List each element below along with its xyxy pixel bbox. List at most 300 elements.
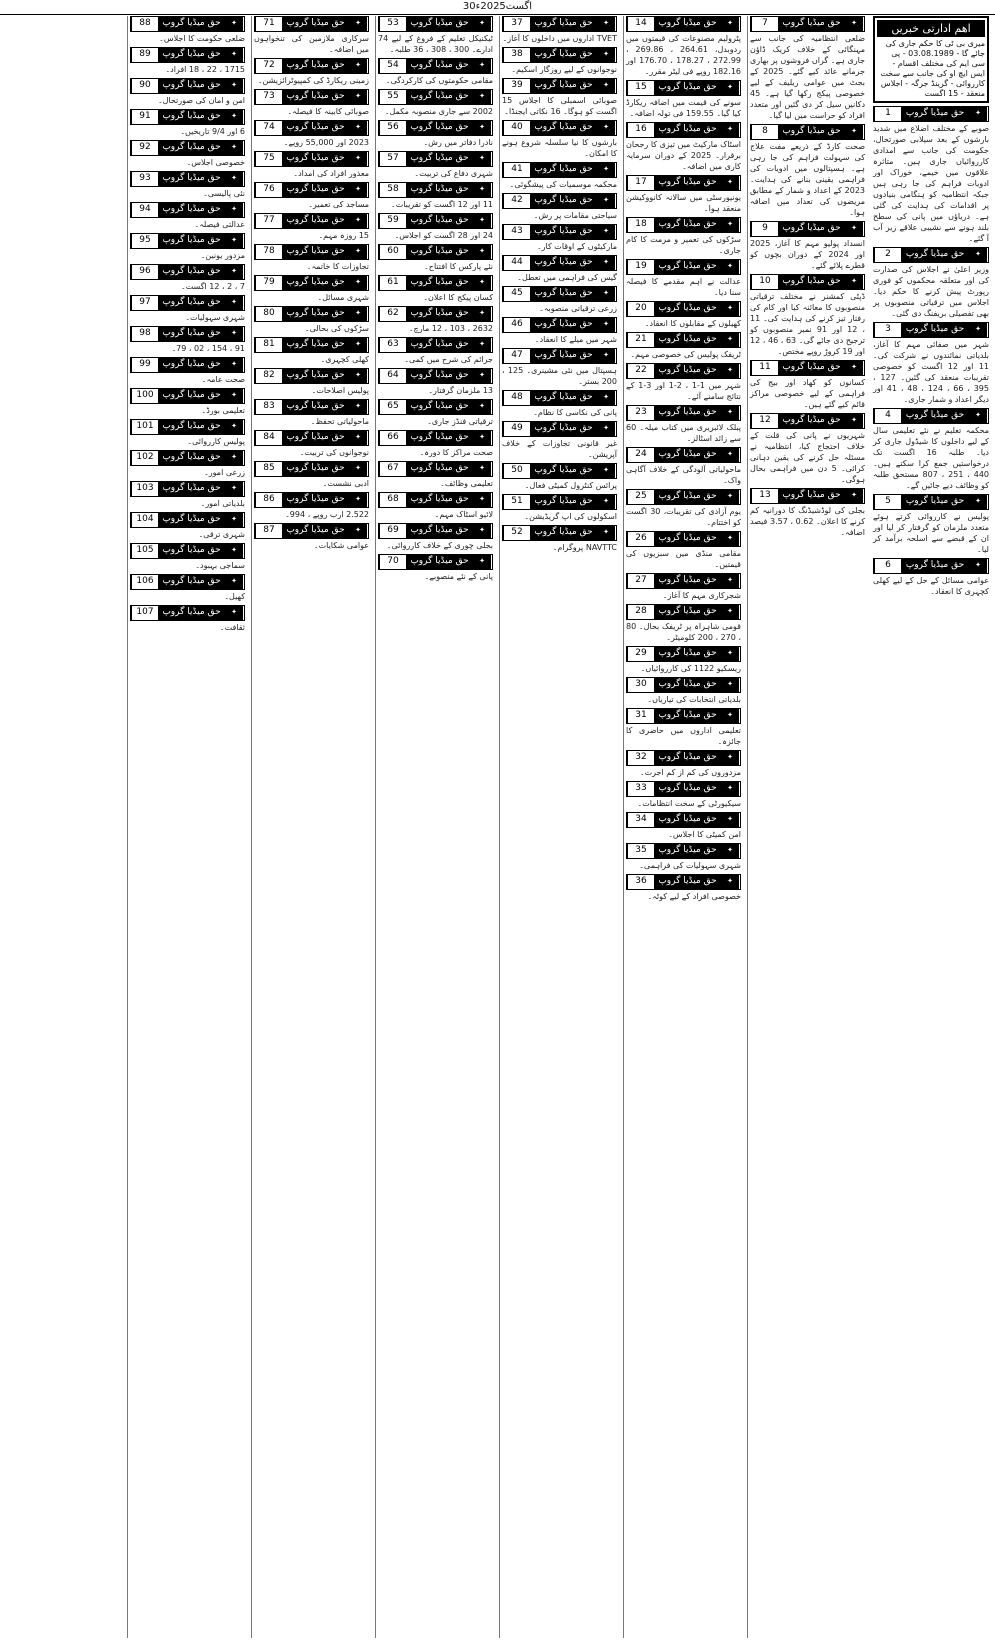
news-item <box>626 122 741 172</box>
news-item <box>626 301 741 329</box>
brand-logo-icon: ✦ <box>721 260 740 274</box>
news-item <box>750 124 865 218</box>
news-item-header <box>750 274 865 290</box>
news-item-number: 18 <box>627 218 654 232</box>
news-item <box>873 106 989 244</box>
news-item-number: 106 <box>131 575 158 589</box>
news-item <box>254 461 369 489</box>
news-item <box>130 78 245 106</box>
news-item-header <box>626 646 741 662</box>
news-item-label: حق میڈیا گروپ <box>530 287 597 301</box>
news-item-text: بلدیاتی امور۔ <box>200 499 245 508</box>
news-item-label: حق میڈیا گروپ <box>282 338 349 352</box>
news-item <box>626 332 741 360</box>
brand-logo-icon: ✦ <box>721 813 740 827</box>
news-item <box>502 47 617 75</box>
news-item-number: 23 <box>627 406 654 420</box>
news-item-header <box>378 523 493 539</box>
news-item <box>254 89 369 117</box>
news-item <box>254 120 369 148</box>
news-item <box>378 151 493 179</box>
news-item-text: سونے کی قیمت میں اضافہ ریکارڈ کیا گیا۔ 159.55 فی تولہ اضافہ۔ <box>626 98 741 118</box>
news-item-text: یونیورسٹی میں سالانہ کانووکیشن منعقد ہوا۔ <box>626 193 741 213</box>
news-item-number: 83 <box>255 400 282 414</box>
news-item-header <box>130 233 245 249</box>
news-item-number: 31 <box>627 709 654 723</box>
brand-logo-icon: ✦ <box>225 48 244 62</box>
news-item-number: 88 <box>131 17 158 31</box>
news-item-label: حق میڈیا گروپ <box>654 490 721 504</box>
news-item-header <box>130 543 245 559</box>
news-item <box>130 326 245 354</box>
news-item-header <box>254 244 369 260</box>
news-item <box>502 494 617 522</box>
brand-logo-icon: ✦ <box>349 400 368 414</box>
news-item-text: سیکیورٹی کے سخت انتظامات۔ <box>637 799 741 808</box>
news-item-number: 98 <box>131 327 158 341</box>
news-item-header <box>502 525 617 541</box>
columns-container <box>4 16 991 1638</box>
news-item-label: حق میڈیا گروپ <box>158 451 225 465</box>
news-item-header <box>626 781 741 797</box>
news-item <box>626 677 741 705</box>
news-item <box>626 812 741 840</box>
news-item-header <box>626 677 741 693</box>
news-item-number: 28 <box>627 605 654 619</box>
news-item-header <box>130 326 245 342</box>
news-item-header <box>502 162 617 178</box>
news-column <box>871 16 991 1638</box>
news-item <box>873 322 989 405</box>
news-column <box>127 16 247 1638</box>
news-item-header <box>626 604 741 620</box>
news-item-number: 90 <box>131 79 158 93</box>
brand-logo-icon: ✦ <box>225 513 244 527</box>
brand-logo-icon: ✦ <box>349 245 368 259</box>
news-item-label: حق میڈیا گروپ <box>282 431 349 445</box>
news-item-label: حق میڈیا گروپ <box>282 276 349 290</box>
news-item-header <box>130 574 245 590</box>
news-item-label: حق میڈیا گروپ <box>654 218 721 232</box>
news-item-header <box>626 750 741 766</box>
news-item-text: ٹریفک پولیس کی خصوصی مہم۔ <box>630 350 741 359</box>
news-item <box>626 573 741 601</box>
news-item-header <box>502 47 617 63</box>
news-item-header <box>254 120 369 136</box>
news-item-text: بجلی چوری کے خلاف کارروائی۔ <box>386 541 493 550</box>
news-item-label: حق میڈیا گروپ <box>654 17 721 31</box>
news-item-label: حق میڈیا گروپ <box>406 214 473 228</box>
brand-logo-icon: ✦ <box>597 48 616 62</box>
news-item-text: عوامی شکایات۔ <box>313 541 369 550</box>
news-item-text: سماجی بہبود۔ <box>195 561 245 570</box>
news-item-text: امن کمیٹی کا اجلاس۔ <box>668 830 741 839</box>
news-item-label: حق میڈیا گروپ <box>158 358 225 372</box>
news-item-number: 14 <box>627 17 654 31</box>
news-item <box>130 574 245 602</box>
news-item-text: شہر میں صفائی مہم کا آغاز، بلدیاتی نمائندوں نے شرکت کی۔ 11 اور 12 اگست کو خصوصی تقریبات منعقد کی گئیں۔ 127 ، 395 ، 66 ، 124 ، 48 ، 41 اور دیگر اعداد و شمار جاری۔ <box>873 340 990 404</box>
brand-logo-icon: ✦ <box>349 214 368 228</box>
news-item-number: 66 <box>379 431 406 445</box>
brand-logo-icon: ✦ <box>349 183 368 197</box>
news-item-header <box>502 286 617 302</box>
news-item-header <box>626 301 741 317</box>
news-item-number: 97 <box>131 296 158 310</box>
news-item-text: 2023 اور 55,000 روپے۔ <box>283 138 369 147</box>
news-item-label: حق میڈیا گروپ <box>406 400 473 414</box>
news-item-text: قومی شاہراہ پر ٹریفک بحال۔ 80 ، 270 ، 200 کلومیٹر۔ <box>626 622 741 642</box>
news-item-number: 38 <box>503 48 530 62</box>
news-item <box>502 390 617 418</box>
news-item-number: 84 <box>255 431 282 445</box>
news-item-number: 8 <box>751 125 778 139</box>
news-item-number: 85 <box>255 462 282 476</box>
news-item-header <box>378 58 493 74</box>
news-item-text: صحت عامہ۔ <box>201 375 245 384</box>
news-item-label: حق میڈیا گروپ <box>654 448 721 462</box>
news-item-label: حق میڈیا گروپ <box>530 422 597 436</box>
news-item-number: 69 <box>379 524 406 538</box>
brand-logo-icon: ✦ <box>597 256 616 270</box>
news-item-label: حق میڈیا گروپ <box>901 323 969 337</box>
news-item-text: محکمہ موسمیات کی پیشگوئی۔ <box>509 180 617 189</box>
news-item-text: وزیر اعلیٰ نے اجلاس کی صدارت کی اور متعلقہ محکموں کو فوری رپورٹ پیش کرنے کا حکم دیا۔ اجلاس میں ترقیاتی منصوبوں پر بھی تفصیلی بریفنگ دی گئی۔ <box>873 265 989 318</box>
news-item-label: حق میڈیا گروپ <box>654 813 721 827</box>
brand-logo-icon: ✦ <box>225 296 244 310</box>
brand-logo-icon: ✦ <box>473 245 492 259</box>
news-item-header <box>254 492 369 508</box>
brand-logo-icon: ✦ <box>349 90 368 104</box>
news-item-label: حق میڈیا گروپ <box>654 678 721 692</box>
news-item <box>626 531 741 570</box>
news-item-text: اسکولوں کی اپ گریڈیشن۔ <box>524 512 617 521</box>
news-item-label: حق میڈیا گروپ <box>158 606 225 620</box>
news-item-text: نوجوانوں کی تربیت۔ <box>299 448 369 457</box>
news-item-label: حق میڈیا گروپ <box>158 420 225 434</box>
news-item-number: 78 <box>255 245 282 259</box>
news-item-label: حق میڈیا گروپ <box>406 555 473 569</box>
news-item-number: 80 <box>255 307 282 321</box>
news-item-number: 5 <box>874 495 901 509</box>
news-item-text: 24 اور 28 اگست کو اجلاس۔ <box>394 231 493 240</box>
news-item-header <box>750 488 865 504</box>
news-item-text: معذور افراد کی امداد۔ <box>293 169 369 178</box>
news-item <box>750 360 865 410</box>
brand-logo-icon: ✦ <box>721 647 740 661</box>
news-item-number: 2 <box>874 248 901 262</box>
news-item <box>626 405 741 444</box>
brand-logo-icon: ✦ <box>597 318 616 332</box>
news-item-header <box>502 317 617 333</box>
news-item-label: حق میڈیا گروپ <box>282 121 349 135</box>
news-item-number: 19 <box>627 260 654 274</box>
brand-logo-icon: ✦ <box>597 495 616 509</box>
news-item <box>378 430 493 458</box>
news-item-text: پٹرولیم مصنوعات کی قیمتوں میں ردوبدل، 264.61 ، 269.86 ، 272.99 ، 178.27 ، 176.70 اور 182.16 روپے فی لیٹر مقرر۔ <box>626 34 742 76</box>
brand-logo-icon: ✦ <box>969 107 988 121</box>
news-item-label: حق میڈیا گروپ <box>158 48 225 62</box>
news-item-header <box>502 16 617 32</box>
news-item <box>626 489 741 528</box>
news-item-text: 2632 ، 103 ، 12 مارچ۔ <box>408 324 493 333</box>
news-item <box>254 244 369 272</box>
news-item-label: حق میڈیا گروپ <box>158 79 225 93</box>
news-item-label: حق میڈیا گروپ <box>778 17 845 31</box>
news-item <box>502 224 617 252</box>
brand-logo-icon: ✦ <box>597 121 616 135</box>
news-item-header <box>873 106 989 122</box>
news-item-label: حق میڈیا گروپ <box>406 17 473 31</box>
news-item <box>750 221 865 271</box>
news-item-number: 3 <box>874 323 901 337</box>
brand-logo-icon: ✦ <box>721 875 740 889</box>
news-item-header <box>626 122 741 138</box>
news-item <box>502 463 617 491</box>
news-item-header <box>626 363 741 379</box>
news-item-text: صوبائی کابینہ کا فیصلہ۔ <box>287 107 369 116</box>
news-item-number: 105 <box>131 544 158 558</box>
news-item <box>254 368 369 396</box>
brand-logo-icon: ✦ <box>349 17 368 31</box>
news-item-header <box>626 175 741 191</box>
news-item <box>130 512 245 540</box>
news-item <box>378 523 493 551</box>
news-item <box>254 213 369 241</box>
news-item-number: 68 <box>379 493 406 507</box>
brand-logo-icon: ✦ <box>721 406 740 420</box>
news-item <box>254 182 369 210</box>
news-item-text: مقامی منڈی میں سبزیوں کی قیمتیں۔ <box>626 549 741 569</box>
brand-logo-icon: ✦ <box>225 110 244 124</box>
news-item-label: حق میڈیا گروپ <box>654 605 721 619</box>
news-item-header <box>378 120 493 136</box>
news-item <box>130 450 245 478</box>
news-item-text: محکمہ تعلیم نے نئے تعلیمی سال کے لیے داخلوں کا شیڈول جاری کر دیا۔ طلبہ 16 اگست تک درخواستیں جمع کرا سکتے ہیں۔ 440 ، 251 ، 807 مستحق طلبہ کو وظائف دیے جائیں گے۔ <box>873 426 990 490</box>
brand-logo-icon: ✦ <box>597 391 616 405</box>
news-item-label: حق میڈیا گروپ <box>158 513 225 527</box>
brand-logo-icon: ✦ <box>473 431 492 445</box>
news-item-label: حق میڈیا گروپ <box>282 493 349 507</box>
news-item <box>873 558 989 597</box>
brand-logo-icon: ✦ <box>597 194 616 208</box>
news-item-number: 48 <box>503 391 530 405</box>
news-item <box>873 247 989 319</box>
news-item-text: امن و امان کی صورتحال۔ <box>157 96 245 105</box>
news-item-number: 4 <box>874 409 901 423</box>
brand-logo-icon: ✦ <box>845 361 864 375</box>
news-item-text: بارشوں کا نیا سلسلہ شروع ہونے کا امکان۔ <box>502 138 617 158</box>
news-item-text: نادرا دفاتر میں رش۔ <box>423 138 493 147</box>
news-item-number: 13 <box>751 489 778 503</box>
news-item-text: غیر قانونی تجاوزات کے خلاف آپریشن۔ <box>502 439 617 459</box>
news-item-text: عوامی مسائل کے حل کے لیے کھلی کچہری کا انعقاد۔ <box>873 576 989 596</box>
brand-logo-icon: ✦ <box>969 409 988 423</box>
news-item-number: 20 <box>627 302 654 316</box>
news-item-number: 100 <box>131 389 158 403</box>
news-item-header <box>130 171 245 187</box>
news-item-label: حق میڈیا گروپ <box>282 400 349 414</box>
news-item-header <box>130 16 245 32</box>
news-item-text: شہری دفاع کی تربیت۔ <box>414 169 493 178</box>
brand-logo-icon: ✦ <box>349 121 368 135</box>
news-item-label: حق میڈیا گروپ <box>158 234 225 248</box>
news-item <box>626 447 741 486</box>
news-item-label: حق میڈیا گروپ <box>406 90 473 104</box>
news-item-header <box>378 16 493 32</box>
news-item-header <box>873 408 989 424</box>
news-item-label: حق میڈیا گروپ <box>530 256 597 270</box>
news-item-number: 44 <box>503 256 530 270</box>
news-item <box>378 275 493 303</box>
news-item-header <box>750 124 865 140</box>
news-item-label: حق میڈیا گروپ <box>530 526 597 540</box>
news-item-text: 15 روزہ مہم۔ <box>318 231 369 240</box>
news-item-label: حق میڈیا گروپ <box>530 495 597 509</box>
news-item-text: مساجد کی تعمیر۔ <box>308 200 369 209</box>
news-item-text: عدالتی فیصلہ۔ <box>194 220 245 229</box>
news-item <box>873 408 989 491</box>
news-item-label: حق میڈیا گروپ <box>158 17 225 31</box>
news-item-number: 63 <box>379 338 406 352</box>
news-item-header <box>254 523 369 539</box>
news-item-number: 49 <box>503 422 530 436</box>
brand-logo-icon: ✦ <box>225 203 244 217</box>
news-item-text: شہری مسائل۔ <box>317 293 369 302</box>
brand-logo-icon: ✦ <box>597 287 616 301</box>
news-item-number: 32 <box>627 751 654 765</box>
news-item-text: کسان پیکج کا اعلان۔ <box>423 293 493 302</box>
news-item-number: 45 <box>503 287 530 301</box>
news-item <box>130 481 245 509</box>
news-item <box>378 337 493 365</box>
news-item-number: 72 <box>255 59 282 73</box>
brand-logo-icon: ✦ <box>349 152 368 166</box>
news-item-header <box>626 708 741 724</box>
news-item-number: 24 <box>627 448 654 462</box>
news-item-number: 56 <box>379 121 406 135</box>
news-item-text: ٹیکنیکل تعلیم کے فروغ کے لیے 74 ادارے۔ 300 ، 308 ، 36 طلبہ۔ <box>378 34 493 54</box>
brand-logo-icon: ✦ <box>225 265 244 279</box>
news-item-header <box>378 461 493 477</box>
news-item-header <box>626 405 741 421</box>
news-item-text: جرائم کی شرح میں کمی۔ <box>404 355 493 364</box>
header-strip <box>0 0 995 15</box>
brand-logo-icon: ✦ <box>845 17 864 31</box>
news-item <box>130 295 245 323</box>
news-item-number: 15 <box>627 81 654 95</box>
brand-logo-icon: ✦ <box>225 172 244 186</box>
news-item <box>130 16 245 44</box>
news-item <box>502 255 617 283</box>
news-item-number: 102 <box>131 451 158 465</box>
news-item-number: 6 <box>874 559 901 573</box>
brand-logo-icon: ✦ <box>721 302 740 316</box>
news-item-number: 37 <box>503 17 530 31</box>
brand-logo-icon: ✦ <box>225 234 244 248</box>
news-item-text: شہری سہولیات۔ <box>185 313 245 322</box>
news-item-number: 25 <box>627 490 654 504</box>
news-item-label: حق میڈیا گروپ <box>406 121 473 135</box>
news-item-header <box>626 843 741 859</box>
news-item-label: حق میڈیا گروپ <box>282 524 349 538</box>
news-item-label: حق میڈیا گروپ <box>654 81 721 95</box>
news-item-label: حق میڈیا گروپ <box>158 482 225 496</box>
news-item <box>378 306 493 334</box>
news-item-text: مزدور یونین۔ <box>200 251 245 260</box>
news-item <box>254 16 369 55</box>
news-item-label: حق میڈیا گروپ <box>530 225 597 239</box>
news-item-number: 60 <box>379 245 406 259</box>
news-item-label: حق میڈیا گروپ <box>654 176 721 190</box>
news-item-number: 71 <box>255 17 282 31</box>
news-item-number: 39 <box>503 79 530 93</box>
news-item-label: حق میڈیا گروپ <box>158 575 225 589</box>
news-item-label: حق میڈیا گروپ <box>406 276 473 290</box>
news-item-number: 93 <box>131 172 158 186</box>
news-item-text: کھلی کچہری۔ <box>320 355 369 364</box>
news-item <box>254 337 369 365</box>
news-item <box>130 388 245 416</box>
news-item-text: انسداد پولیو مہم کا آغاز، 2025 اور 2024 کے دوران بچوں کو قطرے پلائے گئے۔ <box>750 239 865 270</box>
news-column <box>499 16 619 1638</box>
brand-logo-icon: ✦ <box>349 307 368 321</box>
news-item-header <box>750 221 865 237</box>
news-item-header <box>130 388 245 404</box>
news-item <box>378 16 493 55</box>
news-item-text: مزدوروں کی کم از کم اجرت۔ <box>639 768 741 777</box>
brand-logo-icon: ✦ <box>473 462 492 476</box>
news-item-header <box>254 89 369 105</box>
news-item-label: حق میڈیا گروپ <box>654 574 721 588</box>
news-item-text: ضلعی انتظامیہ کی جانب سے مہنگائی کے خلاف کریک ڈاؤن جاری ہے۔ گراں فروشوں پر بھاری جرمانے عائد کیے گئے۔ 2025 کے بجٹ میں عوامی ریلیف کے لیے خصوصی پیکج رکھا گیا ہے۔ 45 دکانیں سیل کر دی گئیں اور متعدد افراد کو حراست میں لیا گیا۔ <box>750 34 866 120</box>
news-item-header <box>254 368 369 384</box>
brand-logo-icon: ✦ <box>349 493 368 507</box>
news-item-header <box>254 182 369 198</box>
brand-logo-icon: ✦ <box>473 90 492 104</box>
news-item-number: 92 <box>131 141 158 155</box>
news-item-text: کھیلوں کے مقابلوں کا انعقاد۔ <box>644 319 741 328</box>
news-item <box>378 461 493 489</box>
brand-logo-icon: ✦ <box>225 17 244 31</box>
news-item-header <box>254 16 369 32</box>
news-item-text: نئے پارکس کا افتتاح۔ <box>424 262 493 271</box>
news-column <box>375 16 495 1638</box>
news-item-header <box>378 368 493 384</box>
news-item-label: حق میڈیا گروپ <box>778 222 845 236</box>
news-item-label: حق میڈیا گروپ <box>158 389 225 403</box>
news-item <box>378 492 493 520</box>
brand-logo-icon: ✦ <box>721 751 740 765</box>
news-item-number: 79 <box>255 276 282 290</box>
news-item <box>626 604 741 643</box>
news-item-number: 34 <box>627 813 654 827</box>
news-item-label: حق میڈیا گروپ <box>406 493 473 507</box>
news-item-label: حق میڈیا گروپ <box>158 296 225 310</box>
news-item-header <box>378 275 493 291</box>
news-item-number: 16 <box>627 123 654 137</box>
news-item-text: خصوصی افراد کے لیے کوٹہ۔ <box>647 892 741 901</box>
brand-logo-icon: ✦ <box>597 79 616 93</box>
brand-logo-icon: ✦ <box>597 349 616 363</box>
news-item-text: تعلیمی بورڈ۔ <box>201 406 245 415</box>
brand-logo-icon: ✦ <box>349 59 368 73</box>
brand-logo-icon: ✦ <box>721 364 740 378</box>
headline-text: میری بی ٹی کا حکم جاری کی جائے گا - 03.08.1989 - پی سی ایم کی مختلف اقسام - ایس ایچ او کی جانب سے سخت کارروائی - گرینڈ جرگہ - اجلاس منعقد - 15 اگست <box>880 39 985 98</box>
brand-logo-icon: ✦ <box>349 338 368 352</box>
news-item <box>378 213 493 241</box>
news-item-text: ترقیاتی فنڈز جاری۔ <box>427 417 493 426</box>
news-item-number: 22 <box>627 364 654 378</box>
